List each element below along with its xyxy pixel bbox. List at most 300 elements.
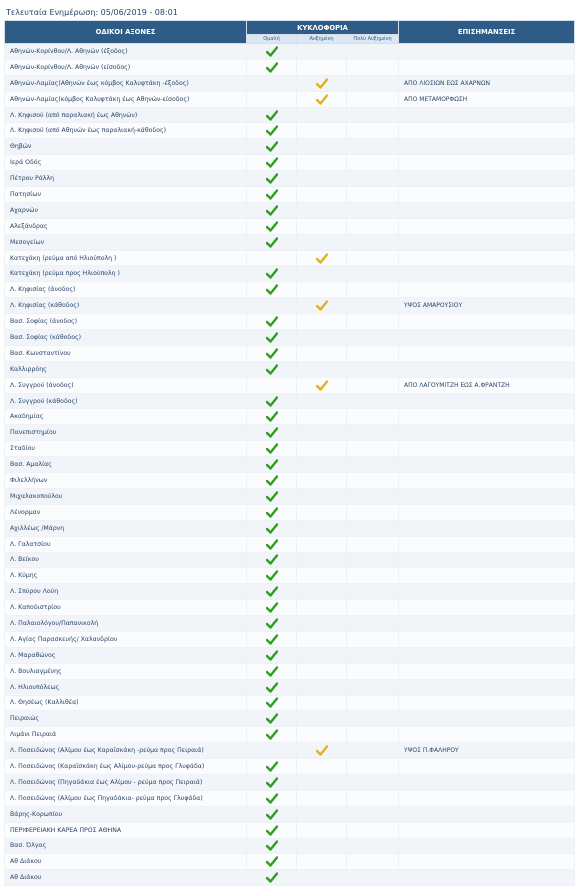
yellow-check-icon	[316, 78, 328, 89]
table-row	[5, 139, 575, 155]
note-cell	[399, 631, 575, 647]
note-cell: ΑΠΟ ΛΙΟΣΙΩΝ ΕΩΣ ΑΧΑΡΝΩΝ	[399, 75, 575, 91]
table-row	[5, 250, 575, 266]
table-row	[5, 393, 575, 409]
green-check-icon	[266, 634, 278, 645]
status-cell-increased	[297, 774, 347, 790]
road-name-cell: Λ. Κηφισού (από παραλιακή έως Αθηνών)	[5, 107, 247, 123]
very-increased-subheader: Πολύ Αυξημένη	[347, 35, 399, 44]
green-check-icon	[266, 46, 278, 57]
status-cell-very-increased	[347, 473, 399, 489]
table-row	[5, 806, 575, 822]
status-cell-normal	[247, 234, 297, 250]
green-check-icon	[266, 523, 278, 534]
table-row	[5, 711, 575, 727]
green-check-icon	[266, 110, 278, 121]
status-cell-normal	[247, 298, 297, 314]
green-check-icon	[266, 411, 278, 422]
green-check-icon	[266, 713, 278, 724]
status-cell-very-increased	[347, 600, 399, 616]
note-cell	[399, 488, 575, 504]
road-name-cell: Πέτρου Ράλλη	[5, 171, 247, 187]
status-cell-increased	[297, 393, 347, 409]
note-cell: ΥΨΟΣ Π.ΦΑΛΗΡΟΥ	[399, 743, 575, 759]
status-cell-increased	[297, 44, 347, 60]
status-cell-normal	[247, 139, 297, 155]
status-cell-normal	[247, 473, 297, 489]
green-check-icon	[266, 316, 278, 327]
status-cell-very-increased	[347, 616, 399, 632]
traffic-table	[4, 20, 575, 886]
status-cell-very-increased	[347, 854, 399, 870]
status-cell-normal	[247, 568, 297, 584]
status-cell-very-increased	[347, 171, 399, 187]
green-check-icon	[266, 396, 278, 407]
road-name-cell: Βασ. Αμαλίας	[5, 457, 247, 473]
note-cell	[399, 838, 575, 854]
table-row	[5, 663, 575, 679]
status-cell-very-increased	[347, 282, 399, 298]
table-row	[5, 425, 575, 441]
green-check-icon	[266, 284, 278, 295]
table-row	[5, 266, 575, 282]
table-row	[5, 91, 575, 107]
status-cell-increased	[297, 425, 347, 441]
green-check-icon	[266, 872, 278, 883]
green-check-icon	[266, 268, 278, 279]
road-name-cell: Λ. Ποσειδώνος (Πηγαδάκια έως Αλίμου - ρεύμα προς Πειραιά)	[5, 774, 247, 790]
status-cell-increased	[297, 600, 347, 616]
road-name-cell: Αθηνών-Λαμίας(Αθηνών έως κόμβος Καλυφτάκη -έξοδος)	[5, 75, 247, 91]
table-row	[5, 584, 575, 600]
status-cell-increased	[297, 568, 347, 584]
status-cell-increased	[297, 854, 347, 870]
status-cell-increased	[297, 631, 347, 647]
road-name-cell: Αλεξάνδρας	[5, 218, 247, 234]
status-cell-very-increased	[347, 552, 399, 568]
note-cell	[399, 552, 575, 568]
table-row	[5, 790, 575, 806]
status-cell-normal	[247, 457, 297, 473]
status-cell-normal	[247, 266, 297, 282]
status-cell-normal	[247, 616, 297, 632]
road-name-cell: Κατεχάκη (ρεύμα από Ηλιούπολη )	[5, 250, 247, 266]
yellow-check-icon	[316, 745, 328, 756]
note-cell	[399, 790, 575, 806]
status-cell-increased	[297, 250, 347, 266]
table-row	[5, 647, 575, 663]
road-name-cell: Φιλελλήνων	[5, 473, 247, 489]
road-name-cell: Μεσογείων	[5, 234, 247, 250]
road-name-cell: Λ. Συγγρού (κάθοδος)	[5, 393, 247, 409]
green-check-icon	[266, 125, 278, 136]
status-cell-increased	[297, 441, 347, 457]
green-check-icon	[266, 697, 278, 708]
road-name-cell: Κατεχάκη (ρεύμα προς Ηλιούπολη )	[5, 266, 247, 282]
table-row	[5, 123, 575, 139]
road-name-cell: Βασ. Όλγας	[5, 838, 247, 854]
status-cell-normal	[247, 345, 297, 361]
road-name-cell: Λ. Αγίας Παρασκευής/ Χαλανδρίου	[5, 631, 247, 647]
status-cell-increased	[297, 520, 347, 536]
status-cell-increased	[297, 218, 347, 234]
road-name-cell: Αθηνών-Κορίνθου/Λ. Αθηνών (είσοδος)	[5, 59, 247, 75]
table-row	[5, 473, 575, 489]
status-cell-normal	[247, 854, 297, 870]
green-check-icon	[266, 761, 278, 772]
green-check-icon	[266, 825, 278, 836]
table-row	[5, 314, 575, 330]
road-name-cell: Λιμάνι Πειραιά	[5, 727, 247, 743]
status-cell-increased	[297, 266, 347, 282]
table-row	[5, 345, 575, 361]
table-row	[5, 854, 575, 870]
status-cell-very-increased	[347, 711, 399, 727]
note-cell	[399, 806, 575, 822]
status-cell-normal	[247, 218, 297, 234]
status-cell-very-increased	[347, 568, 399, 584]
status-cell-normal	[247, 727, 297, 743]
table-row	[5, 568, 575, 584]
green-check-icon	[266, 205, 278, 216]
note-cell	[399, 600, 575, 616]
green-check-icon	[266, 475, 278, 486]
note-cell	[399, 759, 575, 775]
status-cell-increased	[297, 75, 347, 91]
road-name-cell: Βάρης-Κορωπίου	[5, 806, 247, 822]
status-cell-increased	[297, 504, 347, 520]
green-check-icon	[266, 570, 278, 581]
status-cell-normal	[247, 361, 297, 377]
status-cell-normal	[247, 44, 297, 60]
status-cell-increased	[297, 123, 347, 139]
green-check-icon	[266, 554, 278, 565]
status-cell-normal	[247, 441, 297, 457]
green-check-icon	[266, 237, 278, 248]
road-name-cell: Αχαρνών	[5, 202, 247, 218]
status-cell-increased	[297, 155, 347, 171]
note-cell	[399, 473, 575, 489]
note-cell	[399, 870, 575, 886]
table-row	[5, 488, 575, 504]
green-check-icon	[266, 62, 278, 73]
status-cell-increased	[297, 584, 347, 600]
status-cell-increased	[297, 282, 347, 298]
note-cell	[399, 187, 575, 203]
status-cell-increased	[297, 806, 347, 822]
table-row	[5, 552, 575, 568]
status-cell-normal	[247, 663, 297, 679]
status-cell-normal	[247, 75, 297, 91]
status-cell-increased	[297, 377, 347, 393]
status-cell-increased	[297, 139, 347, 155]
status-cell-very-increased	[347, 759, 399, 775]
road-name-cell: Πανεπιστημίου	[5, 425, 247, 441]
road-name-cell: Λ. Ποσειδώνος (Αλίμου έως Καραϊσκάκη -ρεύμα προς Πειραιά)	[5, 743, 247, 759]
status-cell-increased	[297, 59, 347, 75]
status-cell-very-increased	[347, 218, 399, 234]
status-cell-normal	[247, 679, 297, 695]
status-cell-increased	[297, 91, 347, 107]
road-name-cell: Θηβών	[5, 139, 247, 155]
status-cell-normal	[247, 425, 297, 441]
table-row	[5, 774, 575, 790]
status-cell-normal	[247, 504, 297, 520]
road-name-cell: Λ. Ποσειδώνος (Καραϊσκάκη έως Αλίμου-ρεύμα προς Γλυφάδα)	[5, 759, 247, 775]
status-cell-increased	[297, 345, 347, 361]
note-cell: ΑΠΟ ΜΕΤΑΜΟΡΦΩΣΗ	[399, 91, 575, 107]
green-check-icon	[266, 459, 278, 470]
green-check-icon	[266, 427, 278, 438]
road-name-cell: Λ. Κύμης	[5, 568, 247, 584]
road-name-cell: Λ. Γαλατσίου	[5, 536, 247, 552]
road-name-cell: ΠΕΡΙΦΕΡΕΙΑΚΗ ΚΑΡΕΑ ΠΡΟΣ ΑΘΗΝΑ	[5, 822, 247, 838]
status-cell-increased	[297, 743, 347, 759]
status-cell-very-increased	[347, 234, 399, 250]
road-name-cell: Ιερά Οδός	[5, 155, 247, 171]
table-row	[5, 409, 575, 425]
table-row	[5, 330, 575, 346]
table-row	[5, 218, 575, 234]
green-check-icon	[266, 332, 278, 343]
note-cell	[399, 345, 575, 361]
status-cell-very-increased	[347, 314, 399, 330]
green-check-icon	[266, 809, 278, 820]
note-cell: ΥΨΟΣ ΑΜΑΡΟΥΣΙΟΥ	[399, 298, 575, 314]
status-cell-increased	[297, 314, 347, 330]
road-name-cell: Αθηνών-Κορίνθου/Λ. Αθηνών (έξοδος)	[5, 44, 247, 60]
note-cell	[399, 59, 575, 75]
note-cell	[399, 266, 575, 282]
status-cell-very-increased	[347, 488, 399, 504]
green-check-icon	[266, 729, 278, 740]
status-cell-very-increased	[347, 584, 399, 600]
status-cell-very-increased	[347, 75, 399, 91]
table-row	[5, 743, 575, 759]
road-name-cell: Πειραιώς	[5, 711, 247, 727]
green-check-icon	[266, 221, 278, 232]
status-cell-very-increased	[347, 361, 399, 377]
yellow-check-icon	[316, 300, 328, 311]
note-cell	[399, 314, 575, 330]
status-cell-very-increased	[347, 520, 399, 536]
status-cell-normal	[247, 409, 297, 425]
road-name-cell: Πατησίων	[5, 187, 247, 203]
status-cell-very-increased	[347, 377, 399, 393]
status-cell-increased	[297, 234, 347, 250]
table-row	[5, 536, 575, 552]
status-cell-very-increased	[347, 330, 399, 346]
green-check-icon	[266, 539, 278, 550]
status-cell-very-increased	[347, 441, 399, 457]
status-cell-increased	[297, 536, 347, 552]
status-cell-increased	[297, 695, 347, 711]
status-cell-normal	[247, 123, 297, 139]
table-row	[5, 457, 575, 473]
status-cell-normal	[247, 759, 297, 775]
status-cell-normal	[247, 822, 297, 838]
table-row	[5, 679, 575, 695]
status-cell-increased	[297, 790, 347, 806]
note-cell	[399, 409, 575, 425]
table-row	[5, 75, 575, 91]
note-cell	[399, 139, 575, 155]
status-cell-normal	[247, 155, 297, 171]
table-row	[5, 838, 575, 854]
table-row	[5, 107, 575, 123]
road-name-cell: Αθηνών-Λαμίας(κόμβος Καλυφτάκη έως Αθηνών-είσοδος)	[5, 91, 247, 107]
green-check-icon	[266, 682, 278, 693]
note-cell	[399, 679, 575, 695]
status-cell-very-increased	[347, 870, 399, 886]
note-cell	[399, 250, 575, 266]
table-row	[5, 187, 575, 203]
note-cell	[399, 727, 575, 743]
table-row	[5, 870, 575, 886]
status-cell-increased	[297, 409, 347, 425]
status-cell-normal	[247, 282, 297, 298]
status-cell-increased	[297, 457, 347, 473]
status-cell-normal	[247, 695, 297, 711]
status-cell-very-increased	[347, 838, 399, 854]
road-name-cell: Λ. Ποσειδώνος (Αλίμου έως Πηγαδάκια- ρεύμα προς Γλυφάδα)	[5, 790, 247, 806]
status-cell-normal	[247, 870, 297, 886]
note-cell	[399, 822, 575, 838]
status-cell-normal	[247, 600, 297, 616]
status-cell-very-increased	[347, 631, 399, 647]
note-cell	[399, 504, 575, 520]
status-cell-very-increased	[347, 536, 399, 552]
note-cell	[399, 536, 575, 552]
road-name-cell: Λ. Ηλιουπόλεως	[5, 679, 247, 695]
green-check-icon	[266, 443, 278, 454]
status-cell-increased	[297, 679, 347, 695]
status-cell-increased	[297, 647, 347, 663]
road-name-cell: Αθ Διάκου	[5, 870, 247, 886]
status-cell-increased	[297, 727, 347, 743]
green-check-icon	[266, 650, 278, 661]
status-cell-very-increased	[347, 679, 399, 695]
green-check-icon	[266, 666, 278, 677]
road-name-cell: Αχιλλέως /Μάρνη	[5, 520, 247, 536]
status-cell-very-increased	[347, 425, 399, 441]
note-cell	[399, 584, 575, 600]
status-cell-very-increased	[347, 774, 399, 790]
table-row	[5, 202, 575, 218]
note-cell	[399, 457, 575, 473]
road-name-cell: Βασ. Σοφίας (κάθοδος)	[5, 330, 247, 346]
note-cell	[399, 123, 575, 139]
status-cell-increased	[297, 488, 347, 504]
table-row	[5, 361, 575, 377]
status-cell-very-increased	[347, 822, 399, 838]
table-body	[5, 44, 575, 886]
status-cell-very-increased	[347, 457, 399, 473]
road-name-cell: Λ. Συγγρού (άνοδος)	[5, 377, 247, 393]
note-cell	[399, 44, 575, 60]
note-cell	[399, 711, 575, 727]
yellow-check-icon	[316, 94, 328, 105]
status-cell-normal	[247, 488, 297, 504]
green-check-icon	[266, 189, 278, 200]
note-cell	[399, 282, 575, 298]
road-name-cell: Λένορμαν	[5, 504, 247, 520]
last-update-text: Τελευταία Ενημέρωση: 05/06/2019 - 08:01	[6, 8, 178, 17]
status-cell-very-increased	[347, 266, 399, 282]
status-cell-normal	[247, 393, 297, 409]
note-cell	[399, 520, 575, 536]
green-check-icon	[266, 777, 278, 788]
status-cell-very-increased	[347, 59, 399, 75]
green-check-icon	[266, 602, 278, 613]
note-cell	[399, 234, 575, 250]
status-cell-very-increased	[347, 139, 399, 155]
yellow-check-icon	[316, 380, 328, 391]
status-cell-increased	[297, 171, 347, 187]
status-cell-normal	[247, 584, 297, 600]
notes-column-header: ΕΠΙΣΗΜΑΝΣΕΙΣ	[399, 21, 575, 44]
green-check-icon	[266, 586, 278, 597]
status-cell-increased	[297, 202, 347, 218]
yellow-check-icon	[316, 253, 328, 264]
table-row	[5, 504, 575, 520]
status-cell-very-increased	[347, 695, 399, 711]
status-cell-very-increased	[347, 647, 399, 663]
table-header	[5, 21, 575, 44]
status-cell-very-increased	[347, 790, 399, 806]
status-cell-normal	[247, 647, 297, 663]
road-name-cell: Λ. Μαραθώνος	[5, 647, 247, 663]
green-check-icon	[266, 173, 278, 184]
note-cell	[399, 155, 575, 171]
status-cell-very-increased	[347, 123, 399, 139]
note-cell	[399, 647, 575, 663]
status-cell-increased	[297, 838, 347, 854]
status-cell-normal	[247, 790, 297, 806]
road-name-cell: Σταδίου	[5, 441, 247, 457]
status-cell-increased	[297, 711, 347, 727]
note-cell	[399, 171, 575, 187]
status-cell-normal	[247, 314, 297, 330]
road-name-cell: Λ. Κηφισίας (κάθοδος)	[5, 298, 247, 314]
table-row	[5, 759, 575, 775]
road-name-cell: Μιχαλακοπούλου	[5, 488, 247, 504]
note-cell	[399, 107, 575, 123]
status-cell-very-increased	[347, 187, 399, 203]
status-cell-increased	[297, 759, 347, 775]
status-cell-normal	[247, 711, 297, 727]
road-name-cell: Λ. Παλαιολόγου/Παπανικολή	[5, 616, 247, 632]
road-name-cell: Λ. Κηφισού (από Αθηνών έως παραλιακή-κάθοδος)	[5, 123, 247, 139]
road-name-cell: Καλλιρρόης	[5, 361, 247, 377]
green-check-icon	[266, 840, 278, 851]
table-row	[5, 234, 575, 250]
table-row	[5, 171, 575, 187]
note-cell	[399, 568, 575, 584]
status-cell-very-increased	[347, 91, 399, 107]
status-cell-normal	[247, 59, 297, 75]
status-cell-normal	[247, 377, 297, 393]
status-cell-increased	[297, 616, 347, 632]
status-cell-normal	[247, 330, 297, 346]
status-cell-increased	[297, 663, 347, 679]
status-cell-normal	[247, 187, 297, 203]
green-check-icon	[266, 491, 278, 502]
table-row	[5, 155, 575, 171]
status-cell-increased	[297, 187, 347, 203]
green-check-icon	[266, 348, 278, 359]
status-cell-very-increased	[347, 393, 399, 409]
